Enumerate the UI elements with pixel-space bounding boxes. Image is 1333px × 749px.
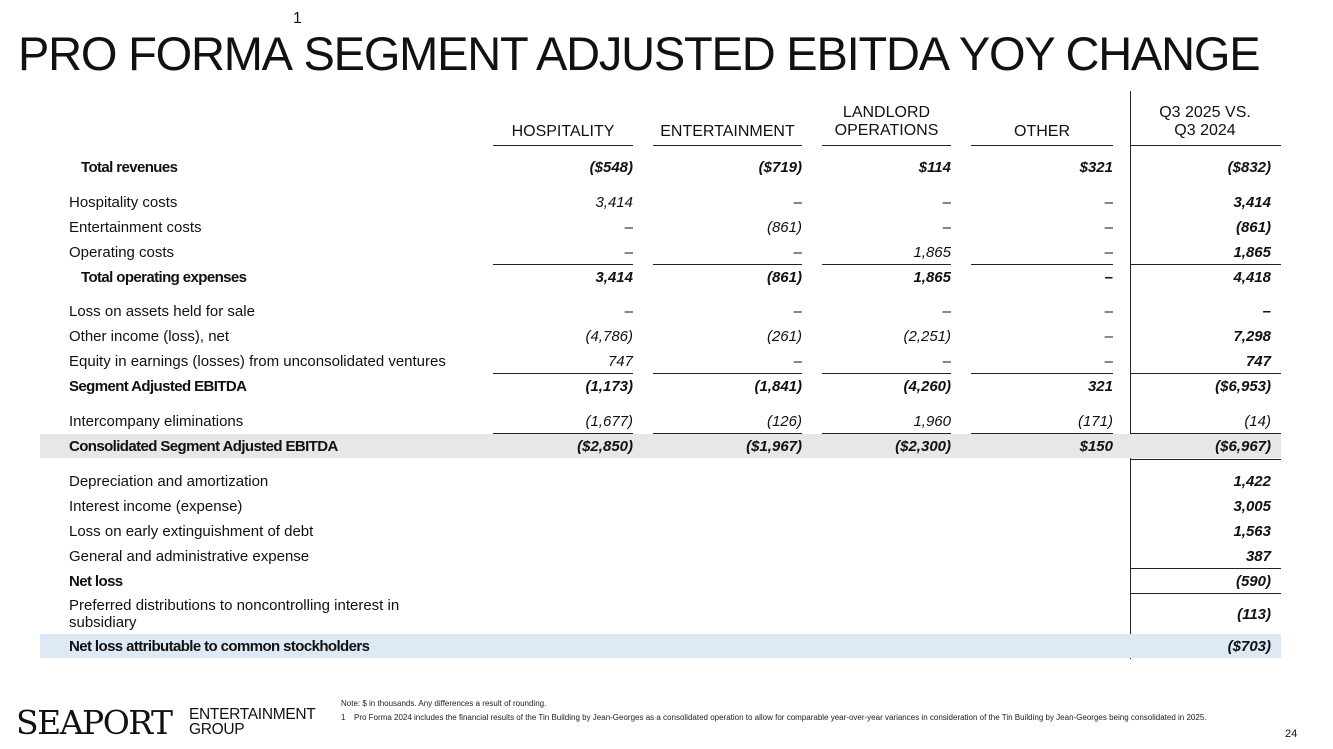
header-underline: [493, 145, 633, 146]
header-underline: [971, 145, 1113, 146]
cell-hospitality: –: [624, 219, 633, 236]
table-row-segment-ebitda: [0, 376, 1333, 398]
cell-hospitality: (1,173): [585, 378, 633, 395]
table-row-hospitality-costs: [0, 192, 1333, 214]
cell-entertainment: (861): [766, 269, 802, 286]
subtotal-rule: [971, 373, 1113, 374]
header-underline: [822, 145, 951, 146]
cell-landlord: 1,865: [913, 269, 951, 286]
table-row-depreciation: [0, 471, 1333, 493]
table-row-net-loss: [0, 571, 1333, 593]
title-footnote-mark: 1: [292, 10, 301, 28]
cell-yoy: (14): [1244, 413, 1271, 430]
cell-yoy: 747: [1245, 353, 1271, 370]
cell-entertainment: –: [793, 244, 802, 261]
subtotal-rule: [493, 433, 633, 434]
col-header-landlord-operations: LANDLORD OPERATIONS: [834, 104, 939, 139]
logo-subtitle-line1: ENTERTAINMENT: [189, 706, 316, 723]
page-title: [18, 10, 1260, 81]
cell-yoy: 3,414: [1233, 194, 1271, 211]
cell-landlord: 1,865: [913, 244, 951, 261]
subtotal-rule: [1131, 568, 1281, 569]
table-row-intercompany: [0, 411, 1333, 433]
cell-hospitality: (1,677): [585, 413, 633, 430]
subtotal-rule: [1131, 459, 1281, 460]
cell-entertainment: (126): [766, 413, 802, 430]
table-row-entertainment-costs: [0, 217, 1333, 239]
cell-other: $150: [1079, 438, 1113, 455]
col-header-entertainment: ENTERTAINMENT: [660, 123, 795, 140]
cell-yoy: 1,563: [1233, 523, 1271, 540]
cell-other: –: [1104, 269, 1113, 286]
subtotal-rule: [653, 433, 802, 434]
header-underline: [653, 145, 802, 146]
row-label: Interest income (expense): [69, 498, 243, 515]
table-row-preferred-distributions: [0, 597, 1333, 633]
cell-yoy: 4,418: [1233, 269, 1271, 286]
cell-yoy: 7,298: [1233, 328, 1271, 345]
table-row-total-operating-expenses: [0, 267, 1333, 289]
subtotal-rule: [1131, 264, 1281, 265]
subtotal-rule: [653, 264, 802, 265]
footnote-text: Pro Forma 2024 includes the financial results of the Tin Building by Jean-Georges as a consolidated operation to allow for comparable year-over-year variances in consideration of the Tin Building by Jean-Georges being consolidated in 2025.: [354, 713, 1207, 722]
table-row-loss-extinguishment: [0, 521, 1333, 543]
cell-yoy: (113): [1237, 606, 1271, 623]
cell-landlord: –: [942, 303, 951, 320]
cell-other: $321: [1079, 159, 1113, 176]
cell-hospitality: 747: [607, 353, 633, 370]
cell-entertainment: –: [793, 194, 802, 211]
cell-landlord: $114: [918, 159, 951, 176]
col-header-hospitality: HOSPITALITY: [511, 123, 615, 140]
cell-yoy: –: [1262, 303, 1271, 320]
table-row-operating-costs: [0, 242, 1333, 264]
title-part2: SEGMENT ADJUSTED EBITDA: [303, 27, 949, 80]
cell-entertainment: –: [793, 353, 802, 370]
cell-landlord: (2,251): [903, 328, 951, 345]
row-label: Hospitality costs: [69, 194, 178, 211]
cell-landlord: ($2,300): [895, 438, 951, 455]
cell-hospitality: ($548): [589, 159, 633, 176]
subtotal-rule: [822, 433, 951, 434]
col-header-other: OTHER: [1014, 123, 1070, 140]
row-label: Total revenues: [81, 159, 178, 176]
table-row-net-loss-common: [0, 636, 1333, 658]
subtotal-rule: [493, 264, 633, 265]
row-label: Net loss attributable to common stockholders: [69, 638, 370, 655]
footnote-note: Note: $ in thousands. Any differences a result of rounding.: [341, 699, 547, 708]
cell-other: –: [1104, 303, 1113, 320]
subtotal-rule: [1131, 373, 1281, 374]
table-row-loss-assets-held: [0, 301, 1333, 323]
cell-hospitality: (4,786): [585, 328, 633, 345]
cell-yoy: ($6,967): [1215, 438, 1271, 455]
row-label: Depreciation and amortization: [69, 473, 269, 490]
cell-landlord: (4,260): [903, 378, 951, 395]
company-logo-subtitle: [189, 707, 315, 737]
cell-yoy: 1,422: [1233, 473, 1271, 490]
cell-hospitality: 3,414: [595, 194, 633, 211]
table-row-interest: [0, 496, 1333, 518]
cell-yoy: 3,005: [1233, 498, 1271, 515]
subtotal-rule: [822, 373, 951, 374]
page-number: 24: [1285, 728, 1298, 740]
cell-other: –: [1104, 244, 1113, 261]
row-label: Net loss: [69, 573, 123, 590]
cell-hospitality: ($2,850): [577, 438, 633, 455]
cell-landlord: 1,960: [913, 413, 951, 430]
subtotal-rule: [1131, 433, 1281, 434]
cell-entertainment: ($1,967): [746, 438, 802, 455]
cell-yoy: (861): [1235, 219, 1271, 236]
row-label: Loss on assets held for sale: [69, 303, 255, 320]
cell-entertainment: (861): [766, 219, 802, 236]
cell-other: –: [1104, 219, 1113, 236]
table-row-equity-earnings: [0, 351, 1333, 373]
row-label: Total operating expenses: [81, 269, 247, 286]
subtotal-rule: [493, 373, 633, 374]
cell-yoy: (590): [1235, 573, 1271, 590]
logo-subtitle-line2: GROUP: [189, 721, 245, 738]
subtotal-rule: [1131, 593, 1281, 594]
col-header-yoy: Q3 2025 VS. Q3 2024: [1159, 104, 1251, 139]
cell-entertainment: (1,841): [754, 378, 802, 395]
row-label: Entertainment costs: [69, 219, 202, 236]
cell-other: –: [1104, 328, 1113, 345]
title-part3: YOY CHANGE: [958, 27, 1260, 80]
cell-yoy: 387: [1245, 548, 1271, 565]
cell-landlord: –: [942, 194, 951, 211]
header-underline: [1131, 145, 1281, 146]
cell-other: –: [1104, 194, 1113, 211]
row-label: General and administrative expense: [69, 548, 310, 565]
table-row-total-revenues: [0, 157, 1333, 179]
row-label: Other income (loss), net: [69, 328, 230, 345]
table-row-consolidated-ebitda: [0, 436, 1333, 458]
cell-hospitality: –: [624, 244, 633, 261]
cell-entertainment: –: [793, 303, 802, 320]
cell-hospitality: 3,414: [595, 269, 633, 286]
table-row-other-income: [0, 326, 1333, 348]
title-part1: PRO FORMA: [18, 27, 292, 80]
cell-hospitality: –: [624, 303, 633, 320]
row-label: Equity in earnings (losses) from unconsolidated ventures: [69, 353, 446, 370]
company-logo: SEAPORT: [16, 703, 172, 742]
row-label: Consolidated Segment Adjusted EBITDA: [69, 438, 338, 455]
row-label: Loss on early extinguishment of debt: [69, 523, 314, 540]
subtotal-rule: [822, 264, 951, 265]
row-label: Preferred distributions to noncontrolling interest in subsidiary: [69, 597, 400, 631]
cell-entertainment: ($719): [758, 159, 802, 176]
cell-yoy: ($703): [1227, 638, 1271, 655]
row-label: Intercompany eliminations: [69, 413, 244, 430]
cell-landlord: –: [942, 219, 951, 236]
footnote-1: [341, 713, 1281, 723]
row-label: Operating costs: [69, 244, 175, 261]
cell-yoy: ($832): [1227, 159, 1271, 176]
subtotal-rule: [971, 264, 1113, 265]
cell-other: 321: [1087, 378, 1113, 395]
cell-landlord: –: [942, 353, 951, 370]
table-row-g-and-a: [0, 546, 1333, 568]
row-label: Segment Adjusted EBITDA: [69, 378, 247, 395]
cell-other: –: [1104, 353, 1113, 370]
subtotal-rule: [971, 433, 1113, 434]
subtotal-rule: [653, 373, 802, 374]
cell-yoy: ($6,953): [1215, 378, 1271, 395]
cell-other: (171): [1077, 413, 1113, 430]
footnote-mark: 1: [341, 713, 346, 722]
cell-yoy: 1,865: [1233, 244, 1271, 261]
cell-entertainment: (261): [766, 328, 802, 345]
